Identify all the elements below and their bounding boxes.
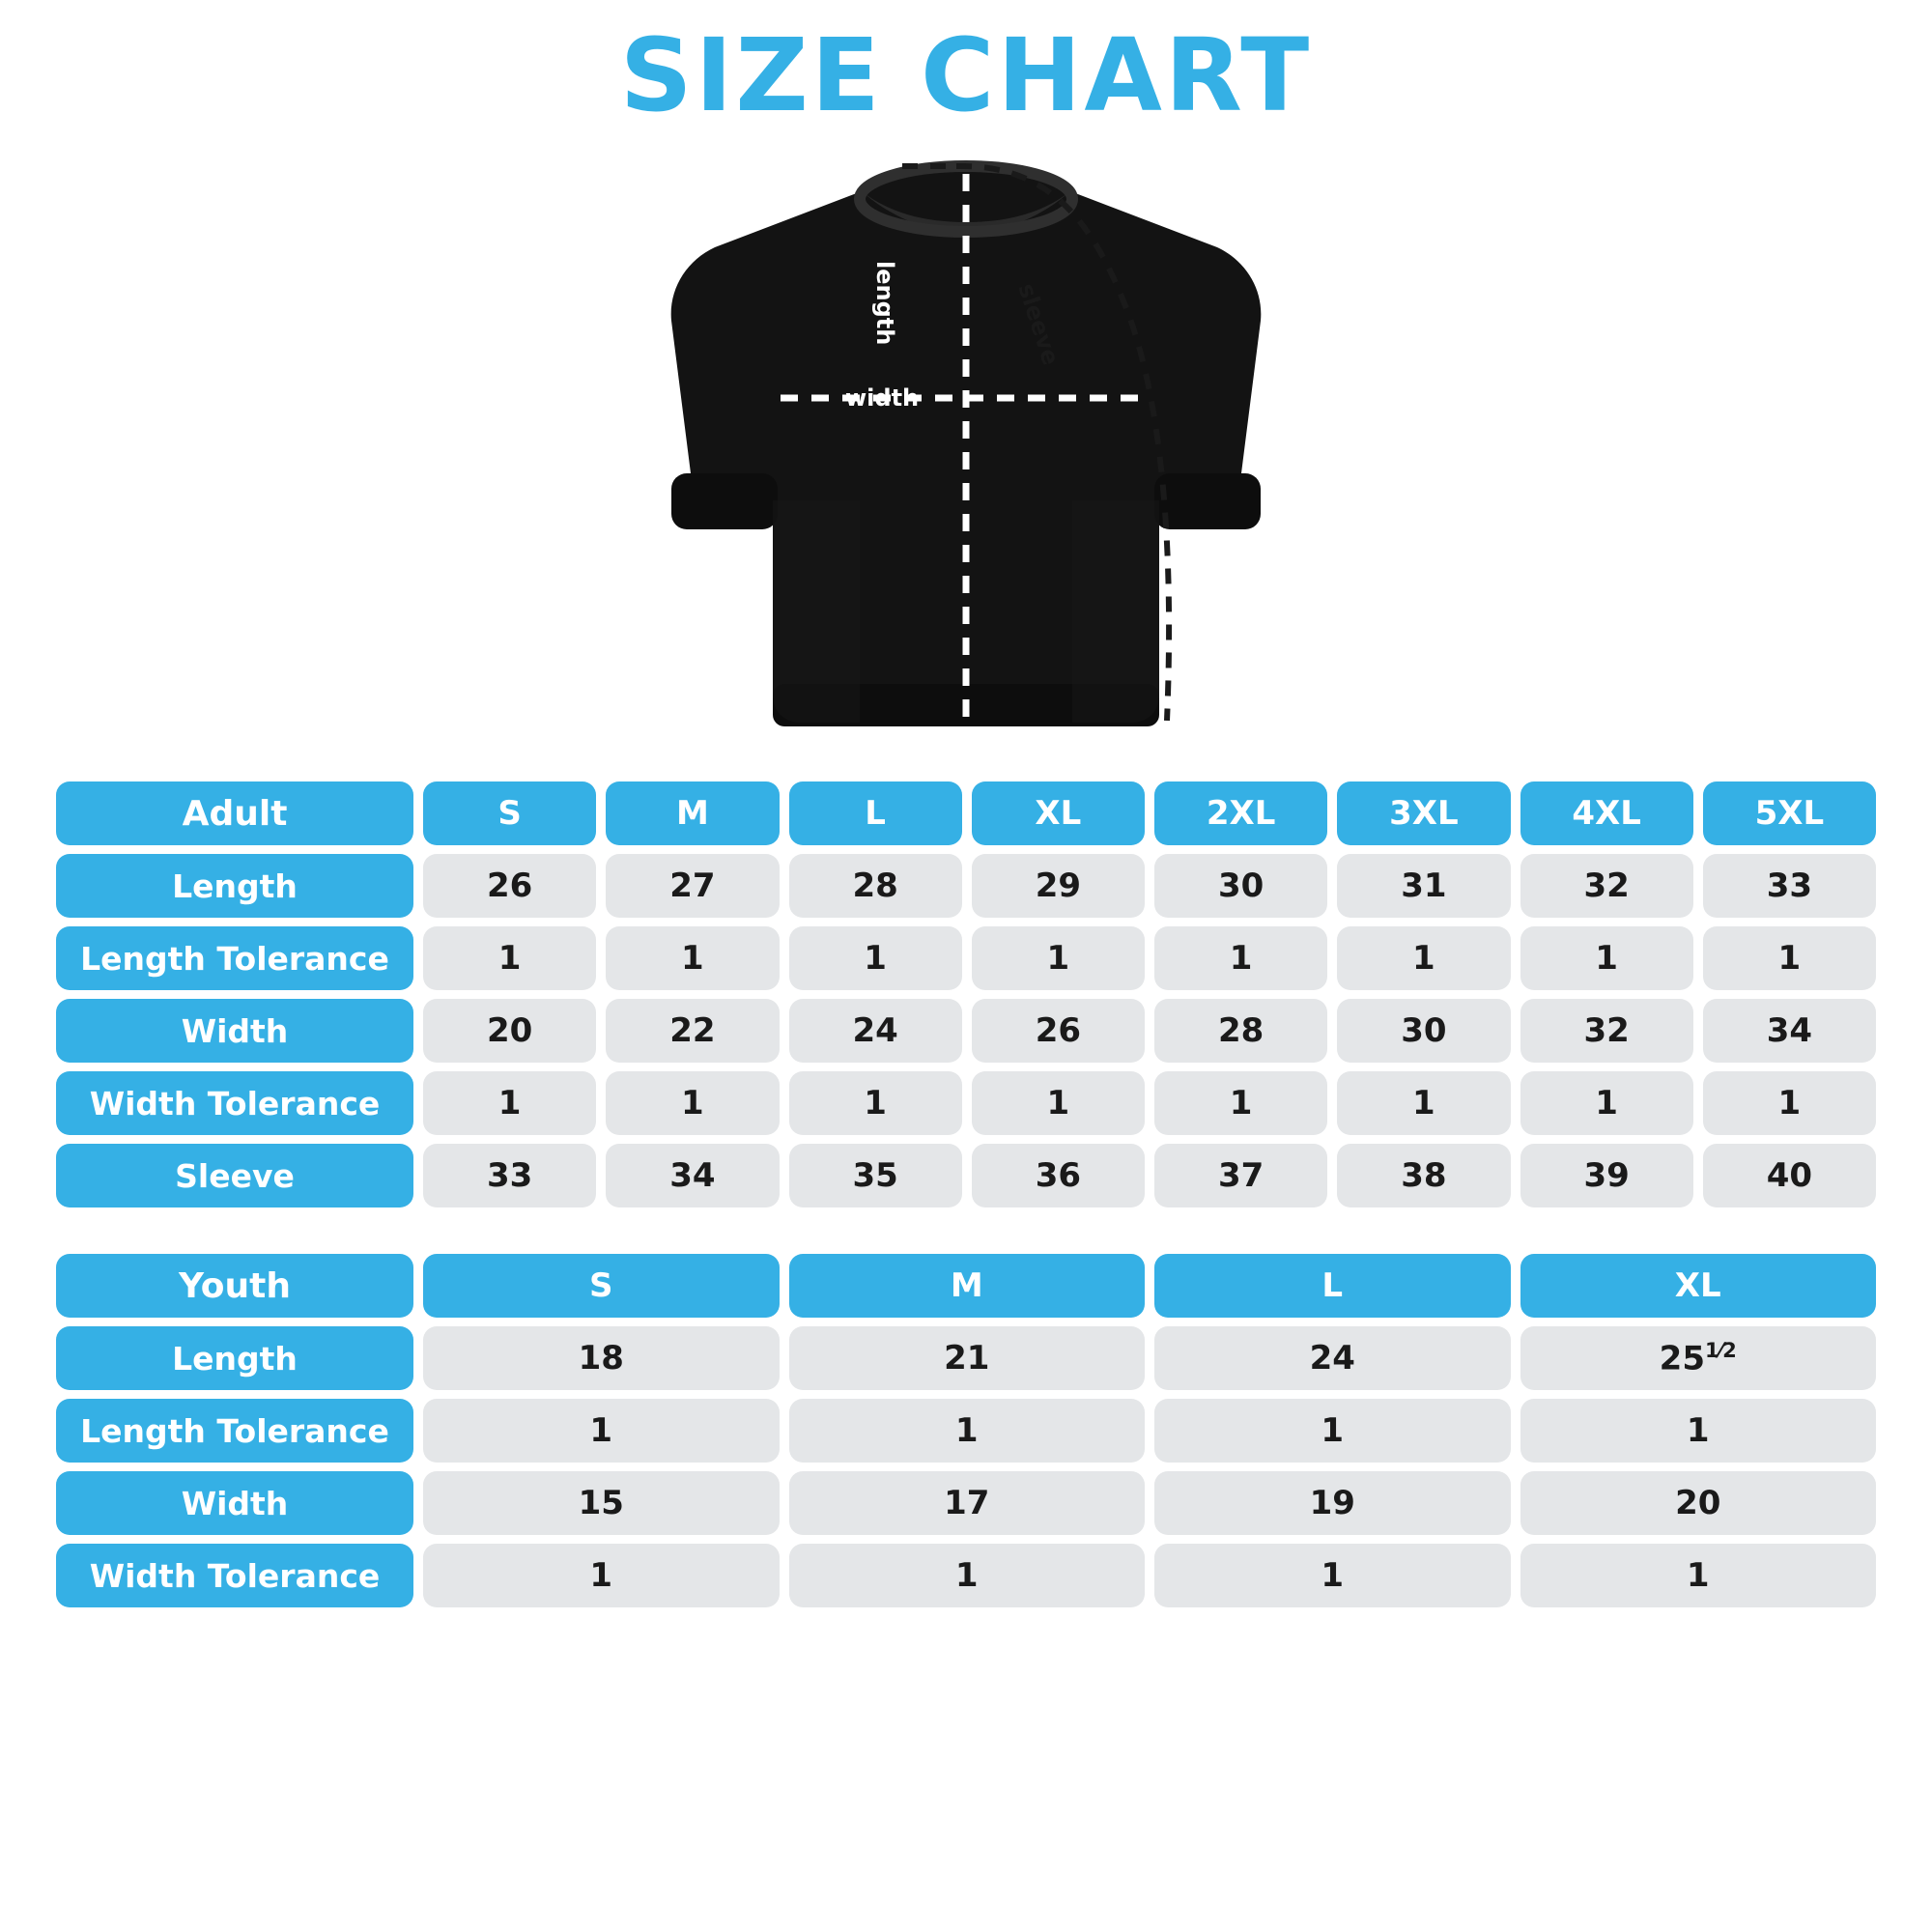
table-row <box>56 1254 1876 1318</box>
youth-width-tol-s: 1 <box>423 1544 780 1607</box>
adult-width-s: 20 <box>423 999 596 1063</box>
adult-length-tol-xl: 1 <box>972 926 1145 990</box>
youth-header-m: M <box>789 1254 1146 1318</box>
adult-width-tol-5xl: 1 <box>1703 1071 1876 1135</box>
adult-sleeve-s: 33 <box>423 1144 596 1208</box>
adult-length-xl: 29 <box>972 854 1145 918</box>
adult-sleeve-4xl: 39 <box>1520 1144 1693 1208</box>
adult-length-tol-l: 1 <box>789 926 962 990</box>
adult-header-2xl: 2XL <box>1154 781 1327 845</box>
adult-width-5xl: 34 <box>1703 999 1876 1063</box>
youth-width-m: 17 <box>789 1471 1146 1535</box>
youth-width-tol-xl: 1 <box>1520 1544 1877 1607</box>
adult-row-label-length: Length <box>56 854 413 918</box>
table-row <box>56 1071 1876 1135</box>
youth-length-m: 21 <box>789 1326 1146 1390</box>
sweatshirt-icon <box>638 155 1294 773</box>
youth-width-xl: 20 <box>1520 1471 1877 1535</box>
table-row <box>56 1471 1876 1535</box>
table-row <box>56 1544 1876 1607</box>
adult-width-2xl: 28 <box>1154 999 1327 1063</box>
adult-sleeve-m: 34 <box>606 1144 779 1208</box>
youth-header-l: L <box>1154 1254 1511 1318</box>
sleeve-label: sleeve <box>1012 280 1065 369</box>
adult-row-label-width: Width <box>56 999 413 1063</box>
youth-row-label-width-tolerance: Width Tolerance <box>56 1544 413 1607</box>
adult-corner-label: Adult <box>56 781 413 845</box>
adult-length-l: 28 <box>789 854 962 918</box>
table-row <box>56 1326 1876 1390</box>
adult-width-tol-m: 1 <box>606 1071 779 1135</box>
adult-row-label-length-tolerance: Length Tolerance <box>56 926 413 990</box>
adult-header-4xl: 4XL <box>1520 781 1693 845</box>
adult-length-tol-5xl: 1 <box>1703 926 1876 990</box>
adult-header-5xl: 5XL <box>1703 781 1876 845</box>
youth-width-s: 15 <box>423 1471 780 1535</box>
youth-row-label-length-tolerance: Length Tolerance <box>56 1399 413 1463</box>
adult-length-tol-4xl: 1 <box>1520 926 1693 990</box>
adult-width-tol-2xl: 1 <box>1154 1071 1327 1135</box>
adult-sleeve-xl: 36 <box>972 1144 1145 1208</box>
adult-width-l: 24 <box>789 999 962 1063</box>
adult-width-tol-4xl: 1 <box>1520 1071 1693 1135</box>
youth-length-tol-l: 1 <box>1154 1399 1511 1463</box>
adult-length-3xl: 31 <box>1337 854 1510 918</box>
width-label: width <box>845 384 920 412</box>
length-label: length <box>871 261 898 346</box>
adult-width-tol-l: 1 <box>789 1071 962 1135</box>
youth-length-l: 24 <box>1154 1326 1511 1390</box>
table-row <box>56 1144 1876 1208</box>
adult-header-m: M <box>606 781 779 845</box>
adult-width-tol-3xl: 1 <box>1337 1071 1510 1135</box>
adult-length-tol-3xl: 1 <box>1337 926 1510 990</box>
sweatshirt-graphic <box>638 155 1294 773</box>
adult-sleeve-l: 35 <box>789 1144 962 1208</box>
garment-illustration <box>0 135 1932 773</box>
adult-length-5xl: 33 <box>1703 854 1876 918</box>
adult-header-3xl: 3XL <box>1337 781 1510 845</box>
adult-length-s: 26 <box>423 854 596 918</box>
youth-length-s: 18 <box>423 1326 780 1390</box>
adult-length-tol-2xl: 1 <box>1154 926 1327 990</box>
adult-width-xl: 26 <box>972 999 1145 1063</box>
adult-header-xl: XL <box>972 781 1145 845</box>
adult-header-s: S <box>423 781 596 845</box>
youth-row-label-length: Length <box>56 1326 413 1390</box>
table-row <box>56 999 1876 1063</box>
adult-length-2xl: 30 <box>1154 854 1327 918</box>
table-row <box>56 926 1876 990</box>
adult-width-4xl: 32 <box>1520 999 1693 1063</box>
adult-width-m: 22 <box>606 999 779 1063</box>
youth-corner-label: Youth <box>56 1254 413 1318</box>
table-row <box>56 781 1876 845</box>
youth-row-label-width: Width <box>56 1471 413 1535</box>
adult-length-4xl: 32 <box>1520 854 1693 918</box>
adult-size-table <box>46 773 1886 1216</box>
adult-header-l: L <box>789 781 962 845</box>
youth-header-xl: XL <box>1520 1254 1877 1318</box>
table-separator <box>46 1216 1886 1245</box>
youth-width-tol-l: 1 <box>1154 1544 1511 1607</box>
page-title: SIZE CHART <box>619 16 1313 134</box>
adult-length-m: 27 <box>606 854 779 918</box>
adult-sleeve-2xl: 37 <box>1154 1144 1327 1208</box>
adult-width-3xl: 30 <box>1337 999 1510 1063</box>
adult-row-label-sleeve: Sleeve <box>56 1144 413 1208</box>
size-tables <box>0 773 1932 1616</box>
adult-sleeve-5xl: 40 <box>1703 1144 1876 1208</box>
youth-length-tol-s: 1 <box>423 1399 780 1463</box>
table-row <box>56 1399 1876 1463</box>
youth-width-l: 19 <box>1154 1471 1511 1535</box>
adult-width-tol-s: 1 <box>423 1071 596 1135</box>
adult-row-label-width-tolerance: Width Tolerance <box>56 1071 413 1135</box>
table-row <box>56 854 1876 918</box>
adult-length-tol-m: 1 <box>606 926 779 990</box>
adult-length-tol-s: 1 <box>423 926 596 990</box>
youth-width-tol-m: 1 <box>789 1544 1146 1607</box>
youth-length-tol-m: 1 <box>789 1399 1146 1463</box>
youth-header-s: S <box>423 1254 780 1318</box>
youth-size-table <box>46 1245 1886 1616</box>
youth-length-tol-xl: 1 <box>1520 1399 1877 1463</box>
adult-width-tol-xl: 1 <box>972 1071 1145 1135</box>
youth-length-xl: $25^{1⁄2}$ <box>1520 1326 1877 1390</box>
adult-sleeve-3xl: 38 <box>1337 1144 1510 1208</box>
